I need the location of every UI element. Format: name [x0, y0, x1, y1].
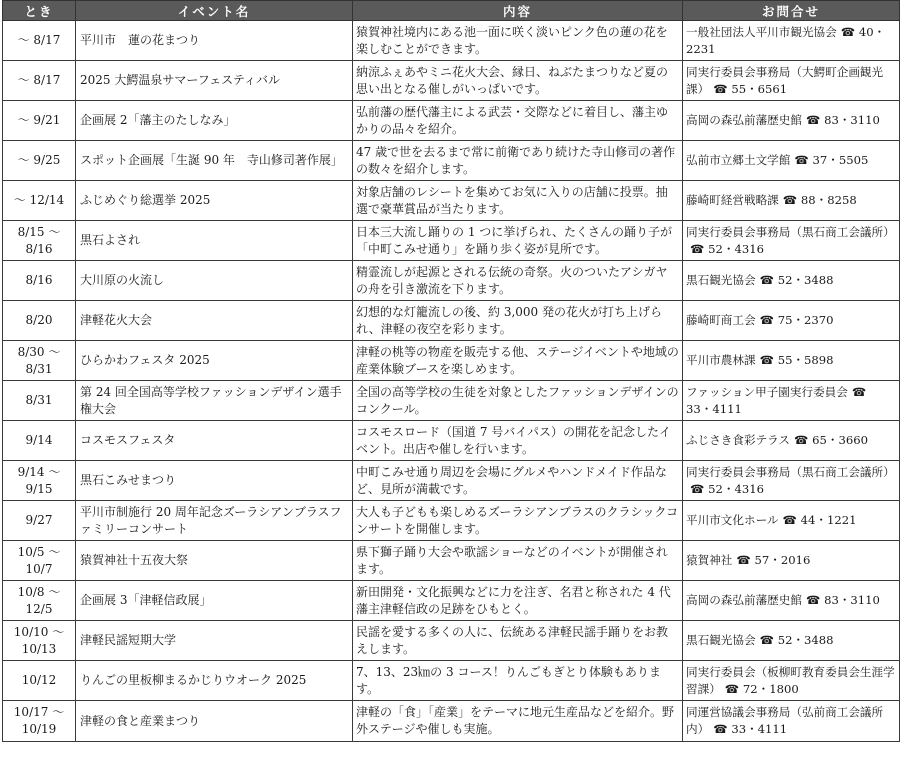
table-row: [3, 141, 900, 181]
contact-organization: 黒石観光協会: [686, 273, 756, 287]
contact-phone: ☎ 33・4111: [686, 384, 867, 416]
event-content: 弘前藩の歴代藩主による武芸・交際などに着目し、藩主ゆかりの品々を紹介。: [353, 101, 683, 141]
event-content: 中町こみせ通り周辺を会場にグルメやハンドメイド作品など、見所が満載です。: [353, 461, 683, 501]
event-content: 県下獅子踊り大会や歌謡ショーなどのイベントが開催されます。: [353, 541, 683, 581]
contact-phone: ☎ 65・3660: [794, 433, 868, 447]
event-contact: [683, 421, 900, 461]
event-contact: [683, 501, 900, 541]
event-contact: [683, 621, 900, 661]
event-name: 津軽花火大会: [76, 301, 353, 341]
event-name: 猿賀神社十五夜大祭: [76, 541, 353, 581]
event-name: 第 24 回全国高等学校ファッションデザイン選手権大会: [76, 381, 353, 421]
table-row: [3, 61, 900, 101]
table-row: [3, 621, 900, 661]
event-content: 津軽の「食」「産業」をテーマに地元生産品などを紹介。野外ステージや催しも実施。: [353, 701, 683, 742]
table-row: [3, 341, 900, 381]
header-content: 内容: [353, 1, 683, 21]
table-row: [3, 301, 900, 341]
event-name: 平川市 蓮の花まつり: [76, 21, 353, 61]
contact-organization: 同実行委員会事務局（黒石商工会議所）: [686, 464, 895, 479]
event-content: 日本三大流し踊りの 1 つに挙げられ、たくさんの踊り子が「中町こみせ通り」を踊り歩く姿が見所です。: [353, 221, 683, 261]
event-content: 7、13、23㎞の 3 コース！りんごもぎとり体験もあります。: [353, 661, 683, 701]
event-contact: [683, 301, 900, 341]
event-contact: [683, 581, 900, 621]
contact-phone: ☎ 83・3110: [805, 593, 880, 607]
contact-organization: ふじさき食彩テラス: [686, 433, 790, 447]
events-table: [2, 0, 900, 742]
event-date: 8/16: [3, 261, 76, 301]
event-name: スポット企画展「生誕 90 年 寺山修司著作展」: [76, 141, 353, 181]
event-name: 大川原の火流し: [76, 261, 353, 301]
contact-phone: ☎ 83・3110: [805, 113, 880, 127]
contact-organization: 黒石観光協会: [686, 633, 756, 647]
event-date: 9/14 ～ 9/15: [3, 461, 76, 501]
event-name: コスモスフェスタ: [76, 421, 353, 461]
event-date: 10/5 ～ 10/7: [3, 541, 76, 581]
event-content: 新田開発・文化振興などに力を注ぎ、名君と称された 4 代藩主津軽信政の足跡をひもとく。: [353, 581, 683, 621]
header-when: とき: [3, 1, 76, 21]
contact-organization: 平川市農林課: [686, 353, 756, 367]
header-contact: お問合せ: [683, 1, 900, 21]
contact-organization: 藤崎町商工会: [686, 313, 756, 327]
event-content: 精霊流しが起源とされる伝統の奇祭。火のついたアシガヤの舟を引き激流を下ります。: [353, 261, 683, 301]
table-row: [3, 501, 900, 541]
contact-phone: ☎ 88・8258: [782, 193, 857, 207]
event-name: 津軽の食と産業まつり: [76, 701, 353, 742]
table-row: [3, 21, 900, 61]
event-contact: [683, 141, 900, 181]
contact-phone: ☎ 33・4111: [713, 722, 788, 736]
contact-organization: 同実行委員会事務局（黒石商工会議所）: [686, 224, 895, 239]
contact-phone: ☎ 72・1800: [724, 681, 799, 696]
event-content: 大人も子どもも楽しめるズーラシアンブラスのクラシックコンサートを開催します。: [353, 501, 683, 541]
event-content: 納涼ふぇあやミニ花火大会、縁日、ねぶたまつりなど夏の思い出となる催しがいっぱいです。: [353, 61, 683, 101]
contact-organization: 弘前市立郷土文学館: [686, 153, 791, 167]
contact-phone: ☎ 37・5505: [794, 153, 869, 167]
contact-organization: 藤崎町経営戦略課: [686, 193, 779, 207]
event-name: ひらかわフェスタ 2025: [76, 341, 353, 381]
table-row: [3, 701, 900, 742]
table-row: [3, 421, 900, 461]
event-name: 2025 大鰐温泉サマーフェスティバル: [76, 61, 353, 101]
contact-phone: ☎ 55・6561: [713, 81, 788, 96]
event-contact: [683, 541, 900, 581]
table-row: [3, 541, 900, 581]
contact-organization: 平川市文化ホール: [686, 513, 779, 527]
event-name: 黒石こみせまつり: [76, 461, 353, 501]
event-content: 民謡を愛する多くの人に、伝統ある津軽民謡手踊りをお教えします。: [353, 621, 683, 661]
contact-phone: ☎ 40・2231: [686, 24, 886, 56]
table-row: [3, 101, 900, 141]
event-date: 9/27: [3, 501, 76, 541]
contact-phone: ☎ 52・3488: [759, 633, 834, 647]
event-date: ～ 12/14: [3, 181, 76, 221]
event-contact: [683, 661, 900, 701]
event-contact: [683, 101, 900, 141]
event-contact: [683, 181, 900, 221]
contact-organization: 高岡の森弘前藩歴史館: [686, 593, 802, 607]
contact-phone: ☎ 44・1221: [782, 513, 857, 527]
event-contact: [683, 461, 900, 501]
event-content: 全国の高等学校の生徒を対象としたファッションデザインのコンクール。: [353, 381, 683, 421]
event-name: 黒石よされ: [76, 221, 353, 261]
event-name: 津軽民謡短期大学: [76, 621, 353, 661]
event-contact: [683, 221, 900, 261]
table-row: [3, 461, 900, 501]
header-row: [3, 1, 900, 21]
event-content: 猿賀神社境内にある池一面に咲く淡いピンク色の蓮の花を楽しむことができます。: [353, 21, 683, 61]
event-name: 企画展 2「藩主のたしなみ」: [76, 101, 353, 141]
event-contact: [683, 21, 900, 61]
event-date: 8/31: [3, 381, 76, 421]
event-content: 対象店舗のレシートを集めてお気に入りの店舗に投票。抽選で豪華賞品が当たります。: [353, 181, 683, 221]
contact-phone: ☎ 52・3488: [759, 273, 834, 287]
contact-organization: 高岡の森弘前藩歴史館: [686, 113, 802, 127]
event-date: 10/17 ～ 10/19: [3, 701, 76, 742]
contact-organization: ファッション甲子園実行委員会: [686, 384, 848, 399]
event-date: 8/30 ～ 8/31: [3, 341, 76, 381]
contact-organization: 同実行委員会（板柳町教育委員会生涯学習課）: [686, 664, 895, 696]
event-date: 10/8 ～ 12/5: [3, 581, 76, 621]
event-contact: [683, 701, 900, 742]
table-row: [3, 661, 900, 701]
table-row: [3, 181, 900, 221]
contact-phone: ☎ 57・2016: [736, 553, 811, 567]
event-name: りんごの里板柳まるかじりウオーク 2025: [76, 661, 353, 701]
table-row: [3, 581, 900, 621]
event-name: 平川市制施行 20 周年記念ズーラシアンブラスファミリーコンサート: [76, 501, 353, 541]
event-content: 47 歳で世を去るまで常に前衛であり続けた寺山修司の著作の数々を紹介します。: [353, 141, 683, 181]
contact-phone: ☎ 52・4316: [690, 241, 764, 256]
event-content: コスモスロード（国道 7 号バイパス）の開花を記念したイベント。出店や催しを行います。: [353, 421, 683, 461]
contact-phone: ☎ 75・2370: [759, 313, 834, 327]
contact-organization: 猿賀神社: [686, 553, 733, 567]
event-name: 企画展 3「津軽信政展」: [76, 581, 353, 621]
contact-organization: 同実行委員会事務局（大鰐町企画観光課）: [686, 64, 884, 96]
event-date: ～ 9/21: [3, 101, 76, 141]
event-name: ふじめぐり総選挙 2025: [76, 181, 353, 221]
event-date: ～ 8/17: [3, 21, 76, 61]
table-row: [3, 221, 900, 261]
contact-organization: 一般社団法人平川市観光協会: [686, 24, 837, 39]
event-date: ～ 8/17: [3, 61, 76, 101]
table-row: [3, 261, 900, 301]
event-content: 幻想的な灯籠流しの後、約 3,000 発の花火が打ち上げられ、津軽の夜空を彩ります。: [353, 301, 683, 341]
contact-organization: 同運営協議会事務局（弘前商工会議所内）: [686, 705, 884, 736]
event-content: 津軽の桃等の物産を販売する他、ステージイベントや地域の産業体験ブースを楽しめます。: [353, 341, 683, 381]
event-date: 10/12: [3, 661, 76, 701]
table-row: [3, 381, 900, 421]
header-event-name: イベント名: [76, 1, 353, 21]
event-date: 9/14: [3, 421, 76, 461]
event-contact: [683, 261, 900, 301]
event-contact: [683, 341, 900, 381]
contact-phone: ☎ 52・4316: [690, 481, 764, 496]
event-date: 10/10 ～ 10/13: [3, 621, 76, 661]
event-contact: [683, 61, 900, 101]
event-date: ～ 9/25: [3, 141, 76, 181]
event-date: 8/20: [3, 301, 76, 341]
event-contact: [683, 381, 900, 421]
event-date: 8/15 ～ 8/16: [3, 221, 76, 261]
contact-phone: ☎ 55・5898: [759, 353, 834, 367]
